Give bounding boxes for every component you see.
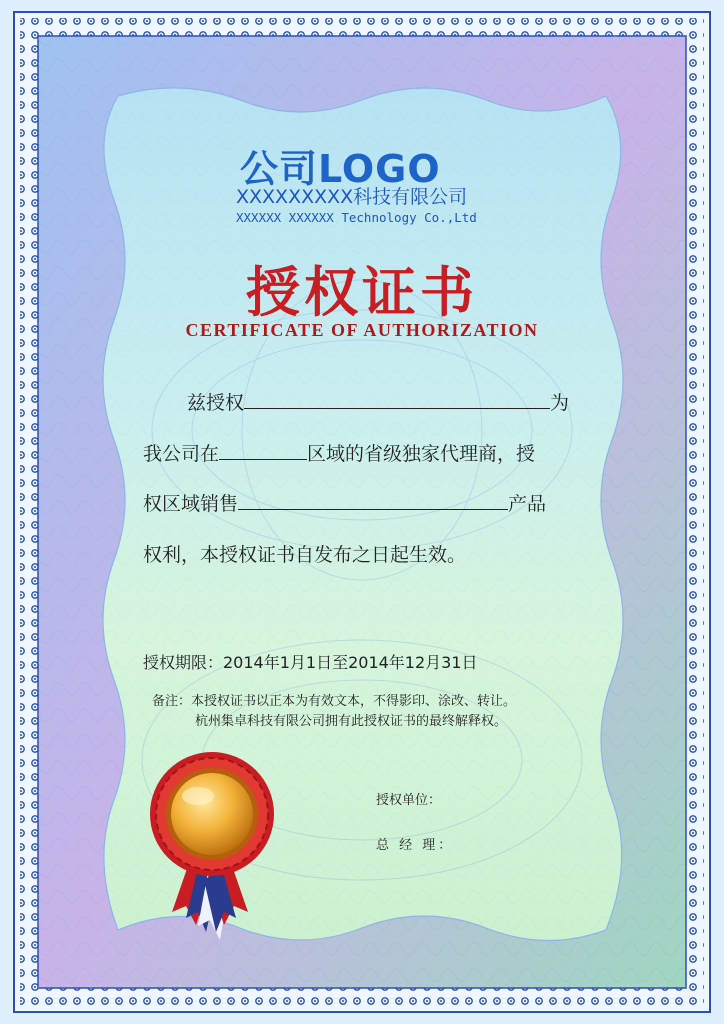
certificate-title-cn: 授权证书 (246, 260, 478, 324)
product-blank (238, 489, 508, 510)
body-line-2-prefix: 我公司在 (143, 443, 220, 465)
medal-seal (150, 752, 274, 876)
body-line-1-suffix: 为 (550, 392, 570, 414)
note-line-1: 备注：本授权证书以正本为有效文本，不得影印、涂改、转让。 (152, 694, 517, 709)
authorized-party-blank (244, 388, 550, 409)
general-manager-label: 总 经 理： (376, 838, 455, 853)
body-line-3-prefix: 权区域销售 (143, 493, 239, 515)
authorization-period: 授权期限：2014年1月1日至2014年12月31日 (143, 653, 478, 672)
certificate-title-en: CERTIFICATE OF AUTHORIZATION (185, 320, 539, 340)
body-line-4: 权利，本授权证书自发布之日起生效。 (143, 544, 467, 566)
body-line-3 (143, 489, 546, 516)
authorizing-unit-label: 授权单位： (376, 793, 442, 808)
note-line-2: 杭州集卓科技有限公司拥有此授权证书的最终解释权。 (195, 714, 508, 729)
region-blank (219, 439, 307, 460)
company-name-en: XXXXXX XXXXXX Technology Co.,Ltd (236, 210, 477, 225)
body-line-3-suffix: 产品 (508, 493, 547, 515)
body-line-2-suffix: 区域的省级独家代理商，授 (307, 443, 536, 465)
body-line-2 (143, 439, 535, 466)
company-logo: 公司LOGO (240, 147, 441, 191)
company-name-cn: XXXXXXXXX科技有限公司 (236, 186, 468, 208)
body-line-1 (187, 388, 569, 415)
body-line-1-prefix: 兹授权 (187, 392, 245, 414)
